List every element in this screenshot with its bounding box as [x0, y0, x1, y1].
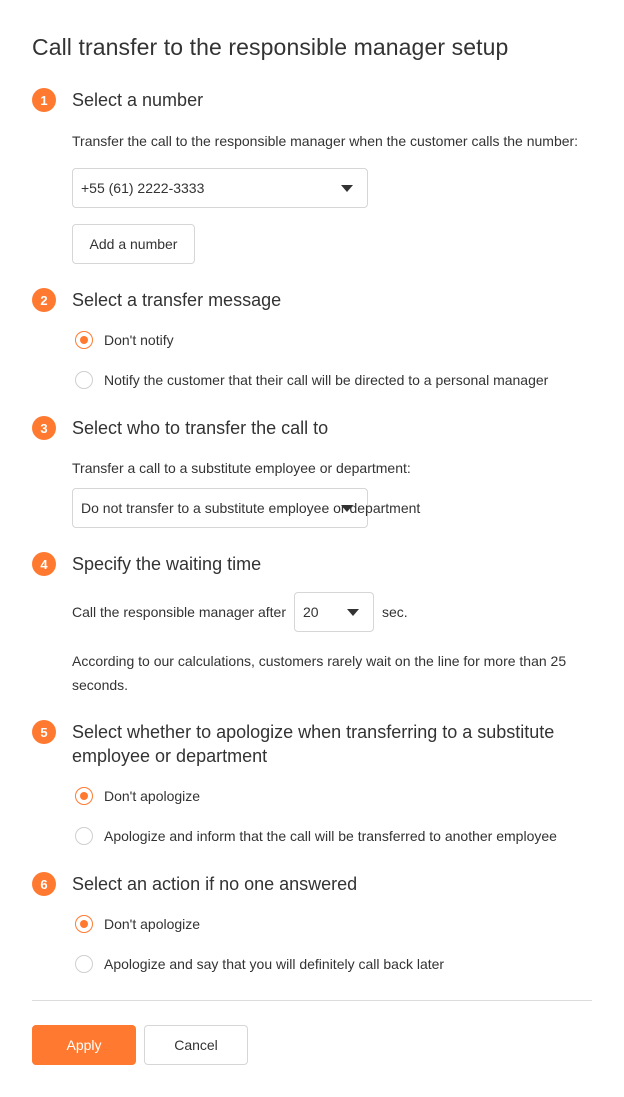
- apply-button[interactable]: Apply: [32, 1025, 136, 1065]
- waiting-seconds-value: 20: [303, 604, 319, 620]
- radio-option-apologize-transfer[interactable]: [75, 826, 557, 846]
- radio-option-dont-apologize-substitute[interactable]: [75, 786, 200, 806]
- chevron-down-icon: [341, 185, 353, 192]
- cancel-button[interactable]: Cancel: [144, 1025, 248, 1065]
- radio-button[interactable]: [75, 827, 93, 845]
- radio-option-apologize-call-back[interactable]: [75, 954, 444, 974]
- phone-number-select[interactable]: [72, 168, 368, 208]
- footer-divider: [32, 1000, 592, 1001]
- add-number-button[interactable]: Add a number: [72, 224, 195, 264]
- waiting-seconds-select[interactable]: [294, 592, 374, 632]
- radio-label: Don't apologize: [104, 788, 201, 804]
- step-5-title-line2: employee or department: [72, 746, 268, 766]
- radio-button[interactable]: [75, 371, 93, 389]
- radio-label: Don't apologize: [104, 916, 201, 932]
- chevron-down-icon: [341, 505, 353, 512]
- step-3-description: Transfer a call to a substitute employee or department:: [72, 460, 411, 476]
- step-4-title: Specify the waiting time: [72, 554, 262, 574]
- radio-button-checked[interactable]: [75, 787, 93, 805]
- step-1-badge: 1: [32, 88, 56, 112]
- step-4-badge: 4: [32, 552, 56, 576]
- step-2-title: Select a transfer message: [72, 290, 282, 310]
- step-3-title: Select who to transfer the call to: [72, 418, 329, 438]
- radio-label: Apologize and say that you will definitely call back later: [104, 956, 445, 972]
- radio-button-checked[interactable]: [75, 915, 93, 933]
- substitute-select[interactable]: [72, 488, 421, 528]
- radio-label: Don't notify: [104, 332, 174, 348]
- step-6-title: Select an action if no one answered: [72, 874, 358, 894]
- radio-label: Apologize and inform that the call will be transferred to another employee: [104, 828, 557, 844]
- waiting-time-note-line1: According to our calculations, customers rarely wait on the line for more than 25: [72, 653, 567, 669]
- step-5-title-line1: Select whether to apologize when transferring to a substitute: [72, 722, 555, 742]
- waiting-time-note-line2: seconds.: [72, 677, 129, 693]
- phone-number-value: +55 (61) 2222-3333: [81, 180, 205, 196]
- page-title: Call transfer to the responsible manager setup: [32, 34, 509, 60]
- radio-option-notify-customer[interactable]: [75, 370, 548, 390]
- radio-option-dont-notify[interactable]: [75, 330, 174, 350]
- radio-label: Notify the customer that their call will be directed to a personal manager: [104, 372, 549, 388]
- step-5-badge: 5: [32, 720, 56, 744]
- step-3-badge: 3: [32, 416, 56, 440]
- radio-option-dont-apologize-no-answer[interactable]: [75, 914, 200, 934]
- step-6-badge: 6: [32, 872, 56, 896]
- waiting-time-suffix: sec.: [382, 604, 408, 620]
- waiting-time-prefix: Call the responsible manager after: [72, 604, 287, 620]
- chevron-down-icon: [347, 609, 359, 616]
- step-1-title: Select a number: [72, 90, 204, 110]
- substitute-value: Do not transfer to a substitute employee or department: [81, 500, 421, 516]
- radio-button-checked[interactable]: [75, 331, 93, 349]
- step-2-badge: 2: [32, 288, 56, 312]
- step-1-description: Transfer the call to the responsible manager when the customer calls the number:: [72, 133, 579, 149]
- radio-button[interactable]: [75, 955, 93, 973]
